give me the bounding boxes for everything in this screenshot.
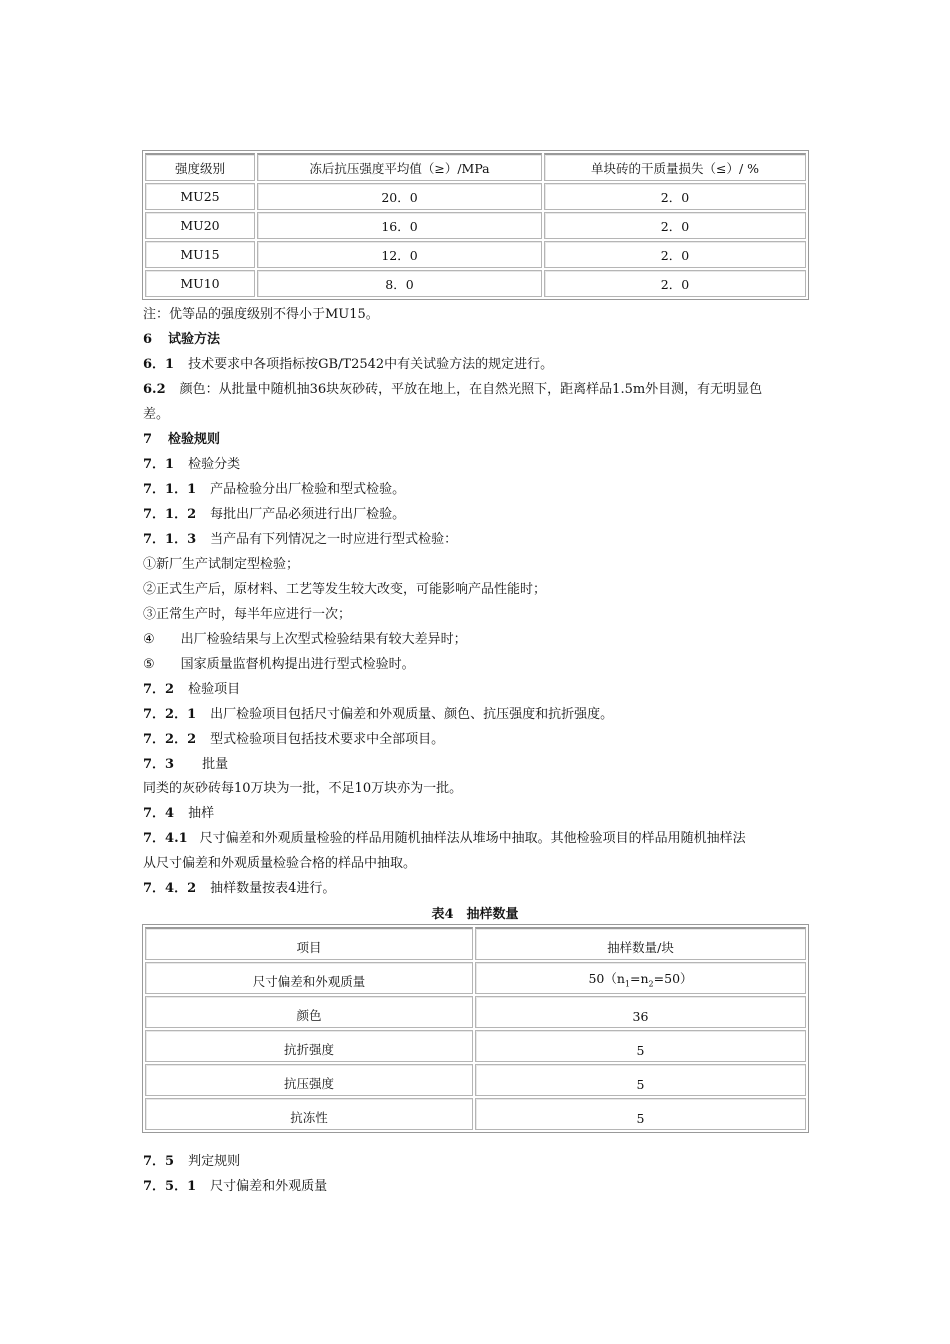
clause-text: 每批出厂产品必须进行出厂检验。 <box>210 507 406 522</box>
clause <box>143 531 457 549</box>
table-cell: 8．0 <box>257 270 542 297</box>
section-number: 7 <box>143 432 153 447</box>
table-header-row <box>145 153 806 181</box>
table-header-cell: 项目 <box>145 927 473 960</box>
table-cell: 20．0 <box>257 183 542 210</box>
table-cell: 12．0 <box>257 241 542 268</box>
table-header-cell: 单块砖的干质量损失（≤）/ % <box>544 153 806 181</box>
clause-text: 检验分类 <box>188 457 241 472</box>
section-title: 试验方法 <box>168 332 221 347</box>
table-cell: 2．0 <box>544 183 806 210</box>
list-text: 出厂检验结果与上次型式检验结果有较大差异时； <box>180 632 467 647</box>
clause <box>143 1153 240 1171</box>
clause <box>143 706 613 724</box>
clause-text: 抽样 <box>188 806 215 821</box>
section-title: 检验规则 <box>168 432 221 447</box>
clause <box>143 830 746 848</box>
clause-number: 7．1．2 <box>143 507 197 522</box>
list-text: 正式生产后，原材料、工艺等发生较大改变，可能影响产品性能时； <box>156 582 547 597</box>
table-cell: 抗折强度 <box>145 1030 473 1062</box>
clause <box>143 681 240 699</box>
clause-text: 检验项目 <box>188 682 241 697</box>
list-marker: ⑤ <box>143 657 155 672</box>
table-cell: 抗冻性 <box>145 1098 473 1130</box>
list-item <box>143 556 299 574</box>
list-marker: ② <box>143 582 157 597</box>
clause-number: 7．2．1 <box>143 707 197 722</box>
table-header-cell: 强度级别 <box>145 153 255 181</box>
table-row <box>145 1098 806 1130</box>
table-cell: 2．0 <box>544 270 806 297</box>
clause <box>143 880 335 898</box>
clause-text: 产品检验分出厂检验和型式检验。 <box>210 482 406 497</box>
clause-number: 6．1 <box>143 357 175 372</box>
clause-text: 技术要求中各项指标按GB/T2542中有关试验方法的规定进行。 <box>188 357 554 372</box>
clause-text: 尺寸偏差和外观质量 <box>210 1179 328 1194</box>
clause <box>143 1178 327 1196</box>
table-row <box>145 1030 806 1062</box>
clause-text: 型式检验项目包括技术要求中全部项目。 <box>210 732 445 747</box>
paragraph: 同类的灰砂砖每10万块为一批，不足10万块亦为一批。 <box>143 781 463 796</box>
list-text: 新厂生产试制定型检验； <box>156 557 300 572</box>
clause-text: 尺寸偏差和外观质量检验的样品用随机抽样法从堆场中抽取。其他检验项目的样品用随机抽样法 <box>199 831 746 846</box>
table-cell: 尺寸偏差和外观质量 <box>145 962 473 994</box>
list-text: 国家质量监督机构提出进行型式检验时。 <box>180 657 415 672</box>
clause-number: 7．1．3 <box>143 532 197 547</box>
list-item <box>143 656 415 674</box>
table-header-row <box>145 927 806 960</box>
clause <box>143 481 405 499</box>
table-cell: 2．0 <box>544 212 806 239</box>
clause-number: 7．5．1 <box>143 1179 197 1194</box>
sampling-quantity-table <box>142 924 809 1133</box>
clause-number: 7．1．1 <box>143 482 197 497</box>
table-note: 注：优等品的强度级别不得小于MU15。 <box>143 307 379 322</box>
clause-text: 批量 <box>202 757 229 772</box>
clause-number: 7．5 <box>143 1154 175 1169</box>
clause-number: 7．4 <box>143 806 175 821</box>
clause-text: 颜色：从批量中随机抽36块灰砂砖，平放在地上，在自然光照下，距离样品1.5m外目测，有无明显色 <box>179 382 763 397</box>
table-row <box>145 1064 806 1096</box>
clause <box>143 456 240 474</box>
table-caption: 表4 抽样数量 <box>431 907 519 922</box>
table-cell: 5 <box>475 1030 806 1062</box>
list-marker: ④ <box>143 632 155 647</box>
table-row <box>145 183 806 210</box>
frost-resistance-table <box>142 150 809 300</box>
clause <box>143 731 444 749</box>
clause <box>143 381 762 399</box>
table-cell: 5 <box>475 1064 806 1096</box>
table-cell: 16．0 <box>257 212 542 239</box>
clause-continuation: 从尺寸偏差和外观质量检验合格的样品中抽取。 <box>143 856 417 871</box>
clause-text: 抽样数量按表4进行。 <box>210 881 336 896</box>
table-cell: MU20 <box>145 212 255 239</box>
table-row <box>145 212 806 239</box>
clause <box>143 506 405 524</box>
clause <box>143 756 228 774</box>
list-marker: ① <box>143 557 157 572</box>
table-cell: MU25 <box>145 183 255 210</box>
list-text: 正常生产时，每半年应进行一次； <box>156 607 352 622</box>
clause-text: 判定规则 <box>188 1154 241 1169</box>
table-header-cell: 抽样数量/块 <box>475 927 806 960</box>
list-item <box>143 606 351 624</box>
clause-number: 7．2．2 <box>143 732 197 747</box>
clause-number: 7．4．2 <box>143 881 197 896</box>
clause <box>143 805 214 823</box>
table-cell: 36 <box>475 996 806 1028</box>
list-item <box>143 631 467 649</box>
table-row <box>145 270 806 297</box>
table-cell: 颜色 <box>145 996 473 1028</box>
table-cell: 抗压强度 <box>145 1064 473 1096</box>
clause-continuation: 差。 <box>143 407 170 422</box>
table-row <box>145 241 806 268</box>
clause-text: 出厂检验项目包括尺寸偏差和外观质量、颜色、抗压强度和抗折强度。 <box>210 707 614 722</box>
section-heading <box>143 431 220 449</box>
table-cell: $50(n_1=n_2=50)$ <box>475 962 806 994</box>
table-cell: MU15 <box>145 241 255 268</box>
clause-number: 7．4.1 <box>143 831 188 846</box>
table-cell: 5 <box>475 1098 806 1130</box>
table-header-cell: 冻后抗压强度平均值（≥）/MPa <box>257 153 542 181</box>
table-row <box>145 996 806 1028</box>
clause-number: 7．1 <box>143 457 175 472</box>
list-marker: ③ <box>143 607 157 622</box>
clause-number: 6.2 <box>143 382 166 397</box>
table-cell: 2．0 <box>544 241 806 268</box>
clause-text: 当产品有下列情况之一时应进行型式检验： <box>210 532 458 547</box>
clause-number: 7．2 <box>143 682 175 697</box>
clause <box>143 356 553 374</box>
section-number: 6 <box>143 332 153 347</box>
clause-number: 7．3 <box>143 757 175 772</box>
table-row <box>145 962 806 994</box>
section-heading <box>143 331 220 349</box>
table-cell: MU10 <box>145 270 255 297</box>
list-item <box>143 581 546 599</box>
